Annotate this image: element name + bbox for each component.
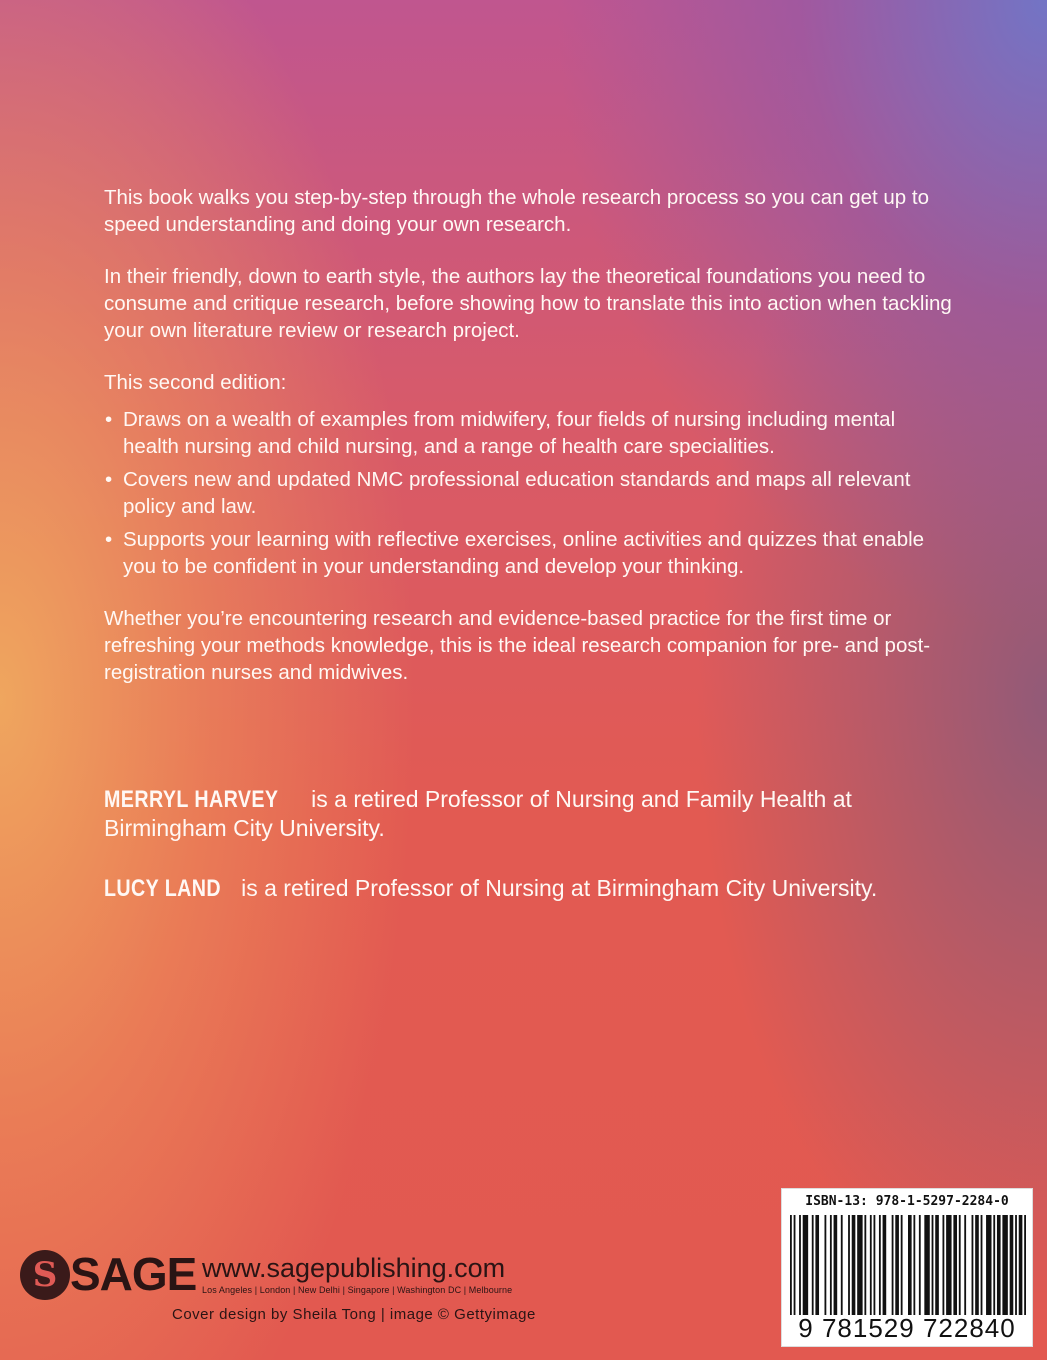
author-name: MERRYL HARVEY (104, 786, 279, 813)
publisher-website[interactable]: www.sagepublishing.com (202, 1253, 506, 1283)
sage-logo-text: SAGE (70, 1248, 197, 1300)
publisher-cities: Los Angeles | London | New Delhi | Singapore | Washington DC | Melbourne (202, 1285, 513, 1295)
barcode-bar (803, 1215, 808, 1315)
barcode-bar (935, 1215, 939, 1315)
barcode-bar (901, 1215, 903, 1315)
cover-credit: Cover design by Sheila Tong | image © Gettyimage (172, 1306, 536, 1323)
barcode-bar (874, 1215, 876, 1315)
barcode-bar (986, 1215, 991, 1315)
barcode-bar (942, 1215, 944, 1315)
barcode-bar (1019, 1215, 1023, 1315)
author-bio (104, 785, 964, 843)
barcode-bar (972, 1215, 974, 1315)
barcode-bar (908, 1215, 912, 1315)
style-paragraph: In their friendly, down to earth style, the authors lay the theoretical foundations you need to consume and critique research, before showing how to translate this into action when tackling your own literature review or research project. (104, 265, 952, 342)
barcode-bar (790, 1215, 792, 1315)
barcode-bar (794, 1215, 796, 1315)
author-name: LUCY LAND (104, 875, 222, 902)
author-description: is a retired Professor of Nursing at Birmingham City University. (234, 875, 878, 901)
barcode-bar (815, 1215, 819, 1315)
barcode-bar (953, 1215, 957, 1315)
isbn-label: ISBN-13: 978-1-5297-2284-0 (805, 1194, 1009, 1209)
barcode-bar (1010, 1215, 1014, 1315)
barcode-digits: 9 781529 722840 (798, 1313, 1016, 1343)
sage-logo-icon: S (20, 1250, 70, 1300)
barcode-bar (799, 1215, 801, 1315)
barcode-bar (964, 1215, 966, 1315)
author-description: is a retired Professor of Nursing and Family Health at Birmingham City University. (104, 786, 852, 841)
barcode-bar (834, 1215, 838, 1315)
barcode-bar (993, 1215, 995, 1315)
barcode-bar (959, 1215, 961, 1315)
back-cover-description (104, 184, 954, 711)
feature-item: • Supports your learning with reflective exercises, online activities and quizzes that enable you to be confident in your understanding and develop your thinking. (105, 528, 925, 578)
barcode-bar (864, 1215, 866, 1315)
closing-paragraph: Whether you’re encountering research and evidence-based practice for the first time or refreshing your methods knowledge, this is the ideal research companion for pre- and post- registration nurses and midwives. (104, 607, 931, 684)
barcode-bar (895, 1215, 899, 1315)
barcode-bar (1024, 1215, 1026, 1315)
barcode-bar (924, 1215, 929, 1315)
barcode-bar (1015, 1215, 1017, 1315)
barcode-bar (997, 1215, 1001, 1315)
bullet-icon: • (105, 468, 113, 491)
barcode-bar (913, 1215, 915, 1315)
barcode-bar (857, 1215, 862, 1315)
feature-item: • Covers new and updated NMC professional education standards and maps all relevant policy and law. (105, 468, 911, 518)
barcode-bar (981, 1215, 983, 1315)
intro-paragraph: This book walks you step-by-step through the whole research process so you can get up to speed understanding and doing your own research. (104, 186, 930, 236)
barcode-bar (892, 1215, 894, 1315)
feature-item: • Draws on a wealth of examples from midwifery, four fields of nursing including mental health nursing and child nursing, and a range of health care specialities. (105, 408, 896, 458)
bullet-icon: • (105, 408, 113, 431)
barcode-icon (790, 1215, 1026, 1315)
barcode-bar (932, 1215, 934, 1315)
publisher-block (20, 1250, 560, 1330)
barcode-bar (852, 1215, 856, 1315)
barcode-bar (812, 1215, 814, 1315)
author-bios (104, 785, 964, 934)
barcode-bar (848, 1215, 850, 1315)
barcode-bar (841, 1215, 843, 1315)
barcode-bar (879, 1215, 881, 1315)
author-bio (104, 874, 964, 903)
edition-heading: This second edition: (104, 371, 287, 394)
barcode-bar (1002, 1215, 1007, 1315)
barcode-bar (883, 1215, 887, 1315)
barcode-bar (919, 1215, 921, 1315)
barcode-bar (870, 1215, 872, 1315)
barcode-bar (946, 1215, 951, 1315)
bullet-icon: • (105, 528, 113, 551)
barcode-bar (975, 1215, 979, 1315)
feature-list (104, 406, 954, 580)
barcode-bar (830, 1215, 832, 1315)
isbn-barcode (781, 1188, 1033, 1347)
barcode-bar (824, 1215, 826, 1315)
